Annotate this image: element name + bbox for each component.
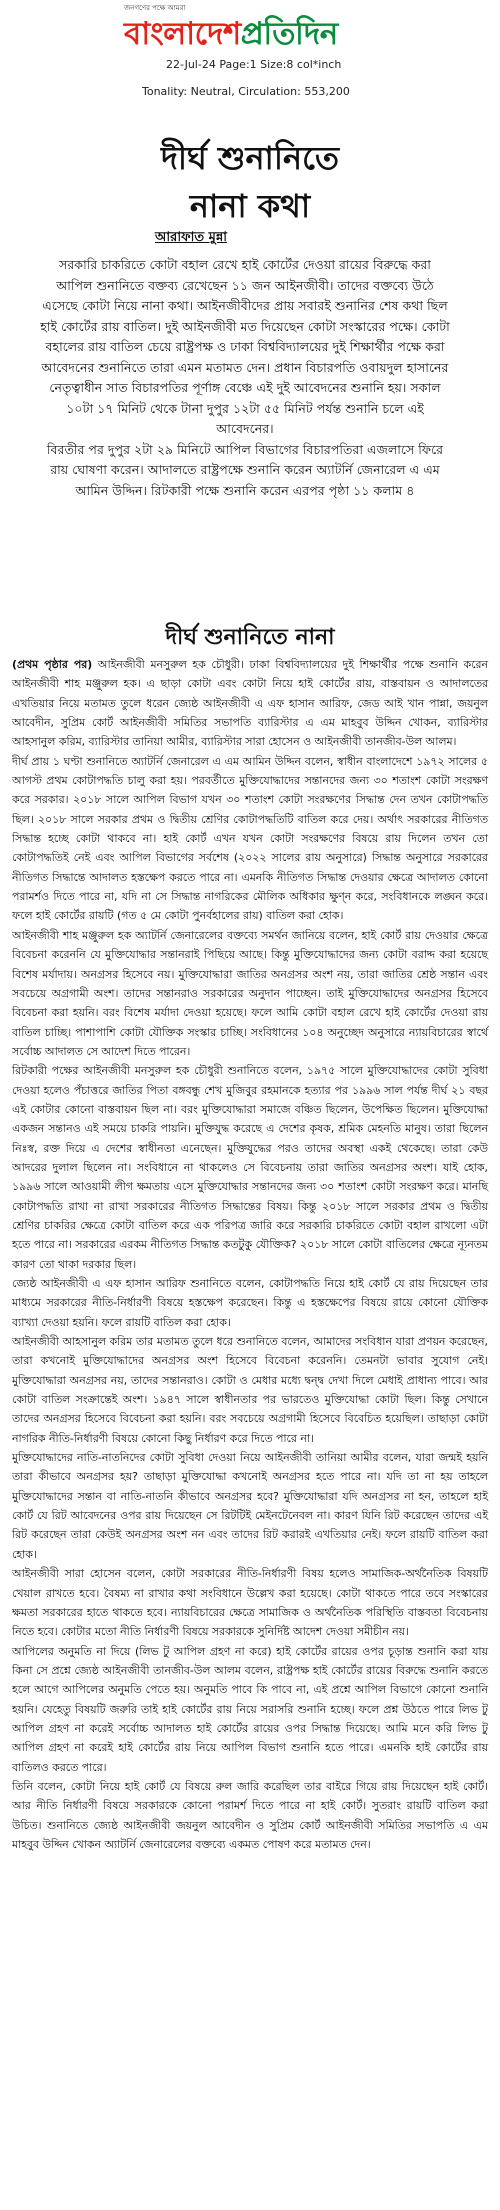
body-paragraph: আইনজীবী শাহ মঞ্জুরুল হক অ্যাটর্নি জেনারেলের বক্তব্যে সমর্থন জানিয়ে বলেন, হাই কোর্ট রায় দেওয়ার ক্ষেত্রে বিবেচনা করেননি যে মুক্তিযোদ্ধার সন্তানরাই পিছিয়ে আছে। কিন্তু মুক্তিযোদ্ধাদের জন্য কোটা বরাদ্দ করা হয়েছে বিশেষ মর্যাদায়। অনগ্রসর হিসেবে নয়। মুক্তিযোদ্ধারা জাতির অনগ্রসর অংশ নয়, তারা জাতির শ্রেষ্ঠ সন্তান এবং সবচেয়ে অগ্রগামী অংশ। তাদের সন্তানরাও সরকারের অনুদান পাচ্ছেন। তাই মুক্তিযোদ্ধাদের অনগ্রসর হিসেবে বিবেচনা করা হয়নি। বরং বিশেষ মর্যাদা দেওয়া হয়েছে। ফলে আমি কোটা বহাল রেখে হাই কোর্টের দেওয়া রায় বাতিল চাচ্ছি। পাশাপাশি কোটা যৌক্তিক সংস্কার চাচ্ছি। সংবিধানের ১০৪ অনুচ্ছেদ অনুসারে ন্যায়বিচারের স্বার্থে সর্বোচ্চ আদালত সে আদেশ দিতে পারেন। [12, 928, 488, 1058]
body-paragraph-text: আইনজীবী মনসুরুল হক চৌধুরী। ঢাকা বিশ্ববিদ্যালয়ের দুই শিক্ষার্থীর পক্ষে শুনানি করেন আইনজীবী শাহ মঞ্জুরুল হক। এ ছাড়া কোটা এবং কোটা নিয়ে হাই কোর্টের রায়, বাস্তবায়ন ও আদালতের এখতিয়ার নিয়ে মতামত তুলে ধরেন জ্যেষ্ঠ আইনজীবী এ এফ হাসান আরিফ, জেড আই খান পান্না, জয়নুল আবেদীন, সুপ্রিম কোর্ট আইনজীবী সমিতির সভাপতি ব্যারিস্টার এ এম মাহবুব উদ্দিন খোকন, ব্যারিস্টার আহসানুল করিম, ব্যারিস্টার তানিয়া আমীর, ব্যারিস্টার সারা হোসেন ও আইনজীবী তানজীব-উল আলম। [12, 658, 488, 749]
body-paragraph [12, 655, 488, 752]
body-paragraph: জ্যেষ্ঠ আইনজীবী এ এফ হাসান আরিফ শুনানিতে বলেন, কোটাপদ্ধতি নিয়ে হাই কোর্ট যে রায় দিয়েছেন তার মাধ্যমে সরকারের নীতি-নির্ধারণী বিষয়ে হস্তক্ষেপ করেছেন। কিন্তু এ হস্তক্ষেপের বিষয়ে রায়ে কোনো যৌক্তিক ব্যাখ্যা দেওয়া হয়নি। ফলে রায়টি বাতিল করা হোক। [12, 1277, 488, 1329]
headline-line-1: দীর্ঘ শুনানিতে [161, 139, 339, 177]
lead-paragraph: সরকারি চাকরিতে কোটা বহাল রেখে হাই কোর্টের দেওয়া রায়ের বিরুদ্ধে করা আপিল শুনানিতে বক্তব্য রেখেছেন ১১ জন আইনজীবী। তাদের বক্তব্যে উঠে এসেছে কোটা নিয়ে নানা কথা। আইনজীবীদের প্রায় সবারই শুনানির শেষ কথা ছিল হাই কোর্টের রায় বাতিল। দুই আইনজীবী মত দিয়েছেন কোটা সংস্কারের পক্ষে। কোটা বহালের রায় বাতিল চেয়ে রাষ্ট্রপক্ষ ও ঢাকা বিশ্ববিদ্যালয়ের দুই শিক্ষার্থীর পক্ষে করা আবেদনের শুনানিতে তারা এমন মতামত দেন। প্রধান বিচারপতি ওবায়দুল হাসানের নেতৃত্বাধীন সাত বিচারপতির পূর্ণাঙ্গ বেঞ্চে এই দুই আবেদনের শুনানি হয়। সকাল ১০টা ১৭ মিনিট থেকে টানা দুপুর ১২টা ৫৫ মিনিট পর্যন্ত শুনানি চলে এই আবেদনের। [40, 257, 450, 436]
newspaper-logo [124, 10, 338, 62]
lead-paragraph: বিরতীর পর দুপুর ২টা ২৯ মিনিটে আপিল বিভাগের বিচারপতিরা এজলাসে ফিরে রায় ঘোষণা করেন। আদালতে রাষ্ট্রপক্ষে শুনানি করেন অ্যাটর্নি জেনারেল এ এম আমিন উদ্দিন। রিটকারী পক্ষে শুনানি করেন এরপর পৃষ্ঠা ১১ কলাম ৪ [46, 441, 444, 498]
body-paragraph: আইনজীবী সারা হোসেন বলেন, কোটা সরকারের নীতি-নির্ধারণী বিষয় হলেও সামাজিক-অর্থনৈতিক বিষয়টি খেয়াল রাখতে হবে। বৈষম্য না রাখার কথা সংবিধানে উল্লেখ করা হয়েছে। কোটা থাকতে পারে তবে সংস্কারের ক্ষমতা সরকারের হাতে থাকতে হবে। ন্যায়বিচারের ক্ষেত্রে সামাজিক ও অর্থনৈতিক পরিস্থিতি বাস্তবতা বিবেচনায় নিতে হবে। কোটার মতো নীতি নির্ধারণী বিষয়ে সরকারকে সুনির্দিষ্ট আদেশ দেওয়া সমীচীন নয়। [12, 1567, 488, 1639]
body-paragraph: তিনি বলেন, কোটা নিয়ে হাই কোর্ট যে বিষয়ে রুল জারি করেছিল তার বাইরে গিয়ে রায় দিয়েছেন হাই কোর্ট। আর নীতি নির্ধারণী বিষয়ে সরকারকে কোনো পরামর্শ দিতে পারে না হাই কোর্ট। সুতরাং রায়টি বাতিল করা উচিত। শুনানিতে জ্যেষ্ঠ আইনজীবী জয়নুল আবেদীন ও সুপ্রিম কোর্ট আইনজীবী সমিতির সভাপতি এ এম মাহবুব উদ্দিন খোকন অ্যাটর্নি জেনারেলের বক্তব্যে একমত পোষণ করে মতামত দেন। [12, 1779, 488, 1851]
body-paragraph: আইনজীবী আহসানুল করিম তার মতামত তুলে ধরে শুনানিতে বলেন, আমাদের সংবিধান যারা প্রণয়ন করেছেন, তারা কখনোই মুক্তিযোদ্ধাদের অনগ্রসর অংশ হিসেবে বিবেচনা করেননি। তেমনটা ভাবার সুযোগ নেই। মুক্তিযোদ্ধারা অনগ্রসর নয়, তাদের সন্তানরাও। কোটা ও মেধার মধ্যে দ্বন্দ্ব দেখা দিলে মেধাই প্রাধান্য পাবে। আর কোটা বাতিল সংক্রান্তেই অংশ। ১৯৪৭ সালে স্বাধীনতার পর ভারতেও মুক্তিযোদ্ধা কোটা ছিল। কিন্তু সেখানে তাদের অনগ্রসর হিসেবে বিবেচনা করা হয়নি। বরং সবচেয়ে অগ্রগামী হিসেবে বিবেচিত হয়েছিল। তাছাড়া কোটা নাগরিক নীতি-নির্ধারণী বিষয়ে কোনো কিছু নির্ধারণ করে দিতে পারে না। [12, 1335, 488, 1445]
logo-word-protidin: প্রতিদিন [240, 16, 338, 52]
body-paragraph: মুক্তিযোদ্ধাদের নাতি-নাতনিদের কোটা সুবিধা দেওয়া নিয়ে আইনজীবী তানিয়া আমীর বলেন, যারা জন্মই হয়নি তারা কীভাবে অনগ্রসর হয়? তাছাড়া মুক্তিযোদ্ধা কখনোই অনগ্রসর হতে পারে না। যদি তা না হয় তাহলে মুক্তিযোদ্ধাদের সন্তান বা নাতি-নাতনি কীভাবে অনগ্রসর হবে? মুক্তিযোদ্ধারা যদি অনগ্রসর না হন, তাহলে হাই কোর্ট যে রিট আবেদনের ওপর রায় দিয়েছেন সে রিটটিই মেইনটেনেবল না। কারণ যিনি রিট করেছেন তাদের এই রিট করেছেন তারা কেউই অনগ্রসর অংশ নন এবং তাদের রিট করারই এখতিয়ার নেই। ফলে রায়টি বাতিল করা হোক। [12, 1451, 488, 1561]
headline-line-2: নানা কথা [189, 187, 311, 225]
clipping-meta-date: 22-Jul-24 Page:1 Size:8 col*inch [166, 58, 342, 71]
body-paragraph: দীর্ঘ প্রায় ১ ঘণ্টা শুনানিতে অ্যাটর্নি জেনারেল এ এম আমিন উদ্দিন বলেন, স্বাধীন বাংলাদেশে ১৯৭২ সালের ৫ আগস্ট প্রথম কোটাপদ্ধতি চালু করা হয়। পরবর্তীতে মুক্তিযোদ্ধাদের সন্তানদের জন্য ৩০ শতাংশ কোটা সংরক্ষণ করে সরকার। ২০১৮ সালে আপিল বিভাগ যখন ৩০ শতাংশ কোটা সংরক্ষণের সিদ্ধান্ত দেন তখন কোটাপদ্ধতি ছিল। ২০১৮ সালে সরকার প্রথম ও দ্বিতীয় শ্রেণির কোটাপদ্ধতিটি বাতিল করে দেয়। অর্থাৎ সরকারের নীতিগত সিদ্ধান্ত হচ্ছে কোটা থাকবে না। হাই কোর্ট এখন যখন কোটা সংরক্ষণের বিষয়ে রায় দিলেন তখন তো কোটাপদ্ধতিই নেই এবং আপিল বিভাগের সর্বশেষ (২০২২ সালের রায় অনুসারে) সিদ্ধান্ত অনুসারে সরকারের নীতিগত সিদ্ধান্তে আদালত হস্তক্ষেপ করতে পারে না। এমনকি নীতিগত সিদ্ধান্ত দেওয়ার ক্ষেত্রে আদালত কোনো পরামর্শও দিতে পারে না, যদি না সে সিদ্ধান্ত নাগরিকের মৌলিক অধিকার ক্ষুণ্ন করে, সংবিধানকে লঙ্ঘন করে। ফলে হাই কোর্টের রায়টি (গত ৫ মে কোটা পুনর্বহালের রায়) বাতিল করা হোক। [12, 754, 488, 923]
continuation-headline: দীর্ঘ শুনানিতে নানা [165, 625, 335, 650]
masthead [0, 0, 500, 120]
continuation-tag: (প্রথম পৃষ্ঠার পর) [12, 658, 93, 671]
logo-word-bangladesh: বাংলাদেশ [124, 16, 241, 52]
clipping-meta-tonality: Tonality: Neutral, Circulation: 553,200 [142, 85, 350, 98]
article-body [12, 655, 488, 1854]
masthead-tagline: জনগণের পক্ষে আমরা [124, 4, 186, 12]
byline: আরাফাত মুন্না [155, 230, 228, 245]
body-paragraph: রিটকারী পক্ষের আইনজীবী মনসুরুল হক চৌধুরী শুনানিতে বলেন, ১৯৭৫ সালে মুক্তিযোদ্ধাদের কোটা সুবিধা দেওয়া হলেও পঁচাত্তরে জাতির পিতা বঙ্গবন্ধু শেখ মুজিবুর রহমানকে হত্যার পর ১৯৯৬ সাল পর্যন্ত দীর্ঘ ২১ বছর এই কোটার কোনো বাস্তবায়ন ছিল না। বরং মুক্তিযোদ্ধারা সমাজে বঞ্চিত ছিলেন, উপেক্ষিত ছিলেন। মুক্তিযোদ্ধা একজন সন্তানও এই সময়ে চাকরি পায়নি। মুক্তিযুদ্ধ করেছে এ দেশের কৃষক, শ্রমিক মেহনতি মানুষ। তারা ছিলেন নিঃস্ব, রক্ত দিয়ে এ দেশের স্বাধীনতা এনেছেন। মুক্তিযুদ্ধের পরও তাদের অবস্থা একই থেকেছে। তারা কেউ আদরের দুলাল ছিলেন না। সংবিধানে না থাকলেও সে বিবেচনায় তারা জাতির অনগ্রসর অংশ। যাই হোক, ১৯৯৬ সালে আওয়ামী লীগ ক্ষমতায় এসে মুক্তিযোদ্ধার সন্তানদের জন্য ৩০ শতাংশ কোটা সংরক্ষণ করে। মানছি কোটাপদ্ধতি রাখা না রাখা সরকারের নীতিগত সিদ্ধান্তের বিষয়। কিন্তু ২০১৮ সালে সরকার প্রথম ও দ্বিতীয় শ্রেণির চাকরির ক্ষেত্রে কোটা বাতিল করে এক পরিপত্র জারি করে সরকারি চাকরিতে কোটা বহাল রাখলো এটা হতে পারে না। সরকারের এরকম নীতিগত সিদ্ধান্ত কতটুকু যৌক্তিক? ২০১৮ সালে কোটা বাতিলের ক্ষেত্রে ন্যূনতম কারণ তো থাকা দরকার ছিল। [12, 1064, 488, 1271]
lead-text [40, 255, 450, 501]
headline [0, 134, 500, 230]
body-paragraph: আপিলের অনুমতি না দিয়ে (লিভ টু আপিল গ্রহণ না করে) হাই কোর্টের রায়ের ওপর চূড়ান্ত শুনানি করা যায় কিনা সে প্রশ্নে জ্যেষ্ঠ আইনজীবী তানজীব-উল আলম বলেন, রাষ্ট্রপক্ষ হাই কোর্টের রায়ের বিরুদ্ধে শুনানি করতে হলে আগে আপিলের অনুমতি পেতে হয়। অনুমতি পাবে কি পাবে না, এই প্রশ্নে আপিল বিভাগে কোনো শুনানি হয়নি। যেহেতু বিষয়টি জরুরি তাই হাই কোর্টের রায় নিয়ে সরাসরি শুনানি হচ্ছে। ফলে প্রশ্ন উঠতে পারে লিভ টু আপিল গ্রহণ না করেই সর্বোচ্চ আদালত হাই কোর্টের রায়ের ওপর সিদ্ধান্ত দিয়েছে। আমি মনে করি লিভ টু আপিল গ্রহণ না করেই হাই কোর্টের রায় নিয়ে আপিল বিভাগ শুনানি হতে পারে। এমনকি হাই কোর্টের রায় বাতিলও করতে পারে। [12, 1644, 488, 1774]
